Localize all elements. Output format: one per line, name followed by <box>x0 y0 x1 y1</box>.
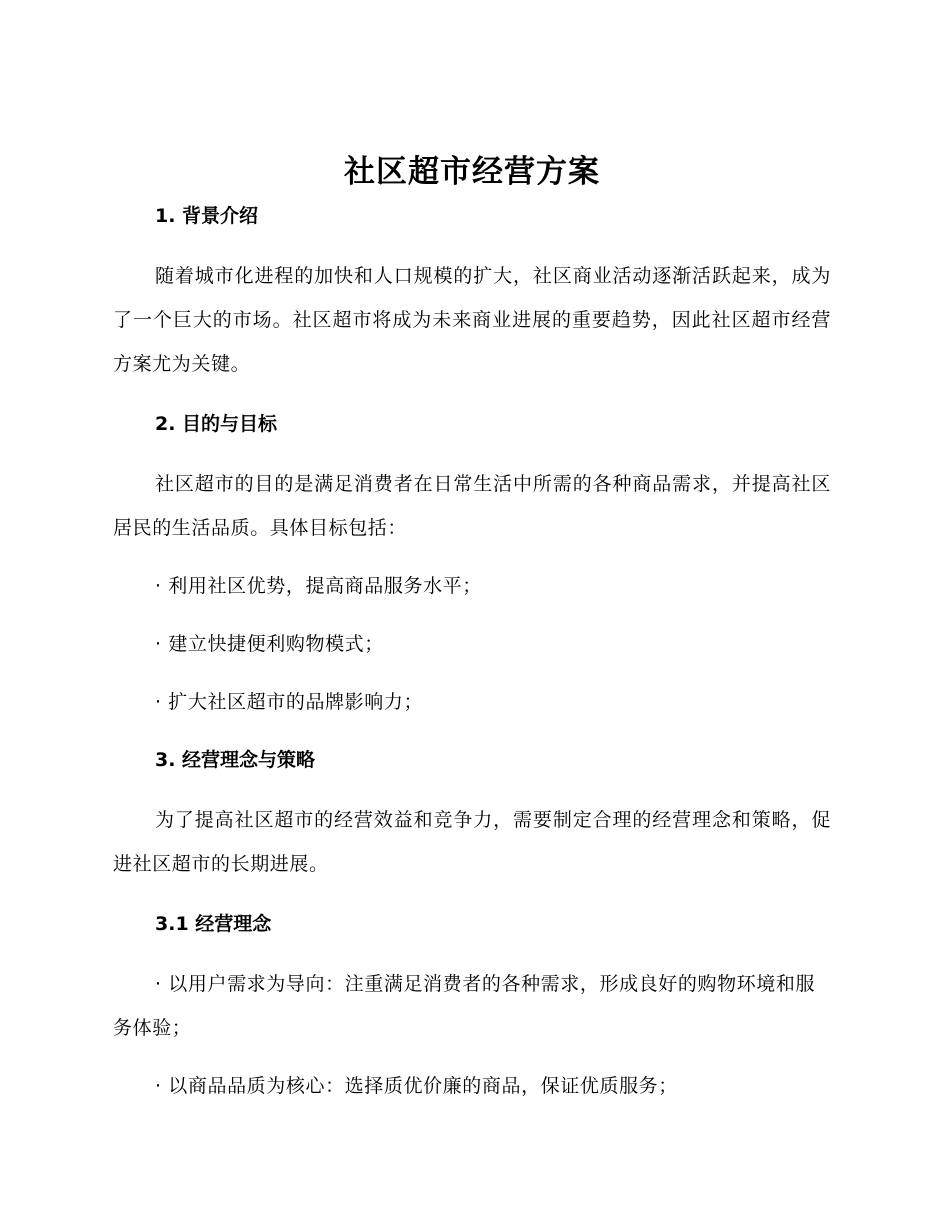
section-heading-goals: 2. 目的与目标 <box>155 413 278 435</box>
list-item-philosophy-2: · 以商品品质为核心：选择质优价廉的商品，保证优质服务； <box>155 1075 678 1097</box>
list-item-goal-3: · 扩大社区超市的品牌影响力； <box>155 691 424 713</box>
section-heading-philosophy: 3.1 经营理念 <box>155 913 272 935</box>
section-heading-background: 1. 背景介绍 <box>155 205 259 227</box>
document-title: 社区超市经营方案 <box>344 154 600 190</box>
list-item-goal-2: · 建立快捷便利购物模式； <box>155 633 384 655</box>
list-item-goal-1: · 利用社区优势，提高商品服务水平； <box>155 575 482 597</box>
section-paragraph-goals: 社区超市的目的是满足消费者在日常生活中所需的各种商品需求，并提高社区居民的生活品质。具体目标包括： <box>113 473 831 539</box>
list-item-philosophy-1: · 以用户需求为导向：注重满足消费者的各种需求，形成良好的购物环境和服务体验； <box>113 973 816 1039</box>
document-page <box>113 150 831 1108</box>
section-paragraph-background: 随着城市化进程的加快和人口规模的扩大，社区商业活动逐渐活跃起来，成为了一个巨大的市场。社区超市将成为未来商业进展的重要趋势，因此社区超市经营方案尤为关键。 <box>113 265 831 375</box>
section-paragraph-strategy: 为了提高社区超市的经营效益和竞争力，需要制定合理的经营理念和策略，促进社区超市的长期进展。 <box>113 809 831 875</box>
section-heading-strategy: 3. 经营理念与策略 <box>155 749 316 771</box>
